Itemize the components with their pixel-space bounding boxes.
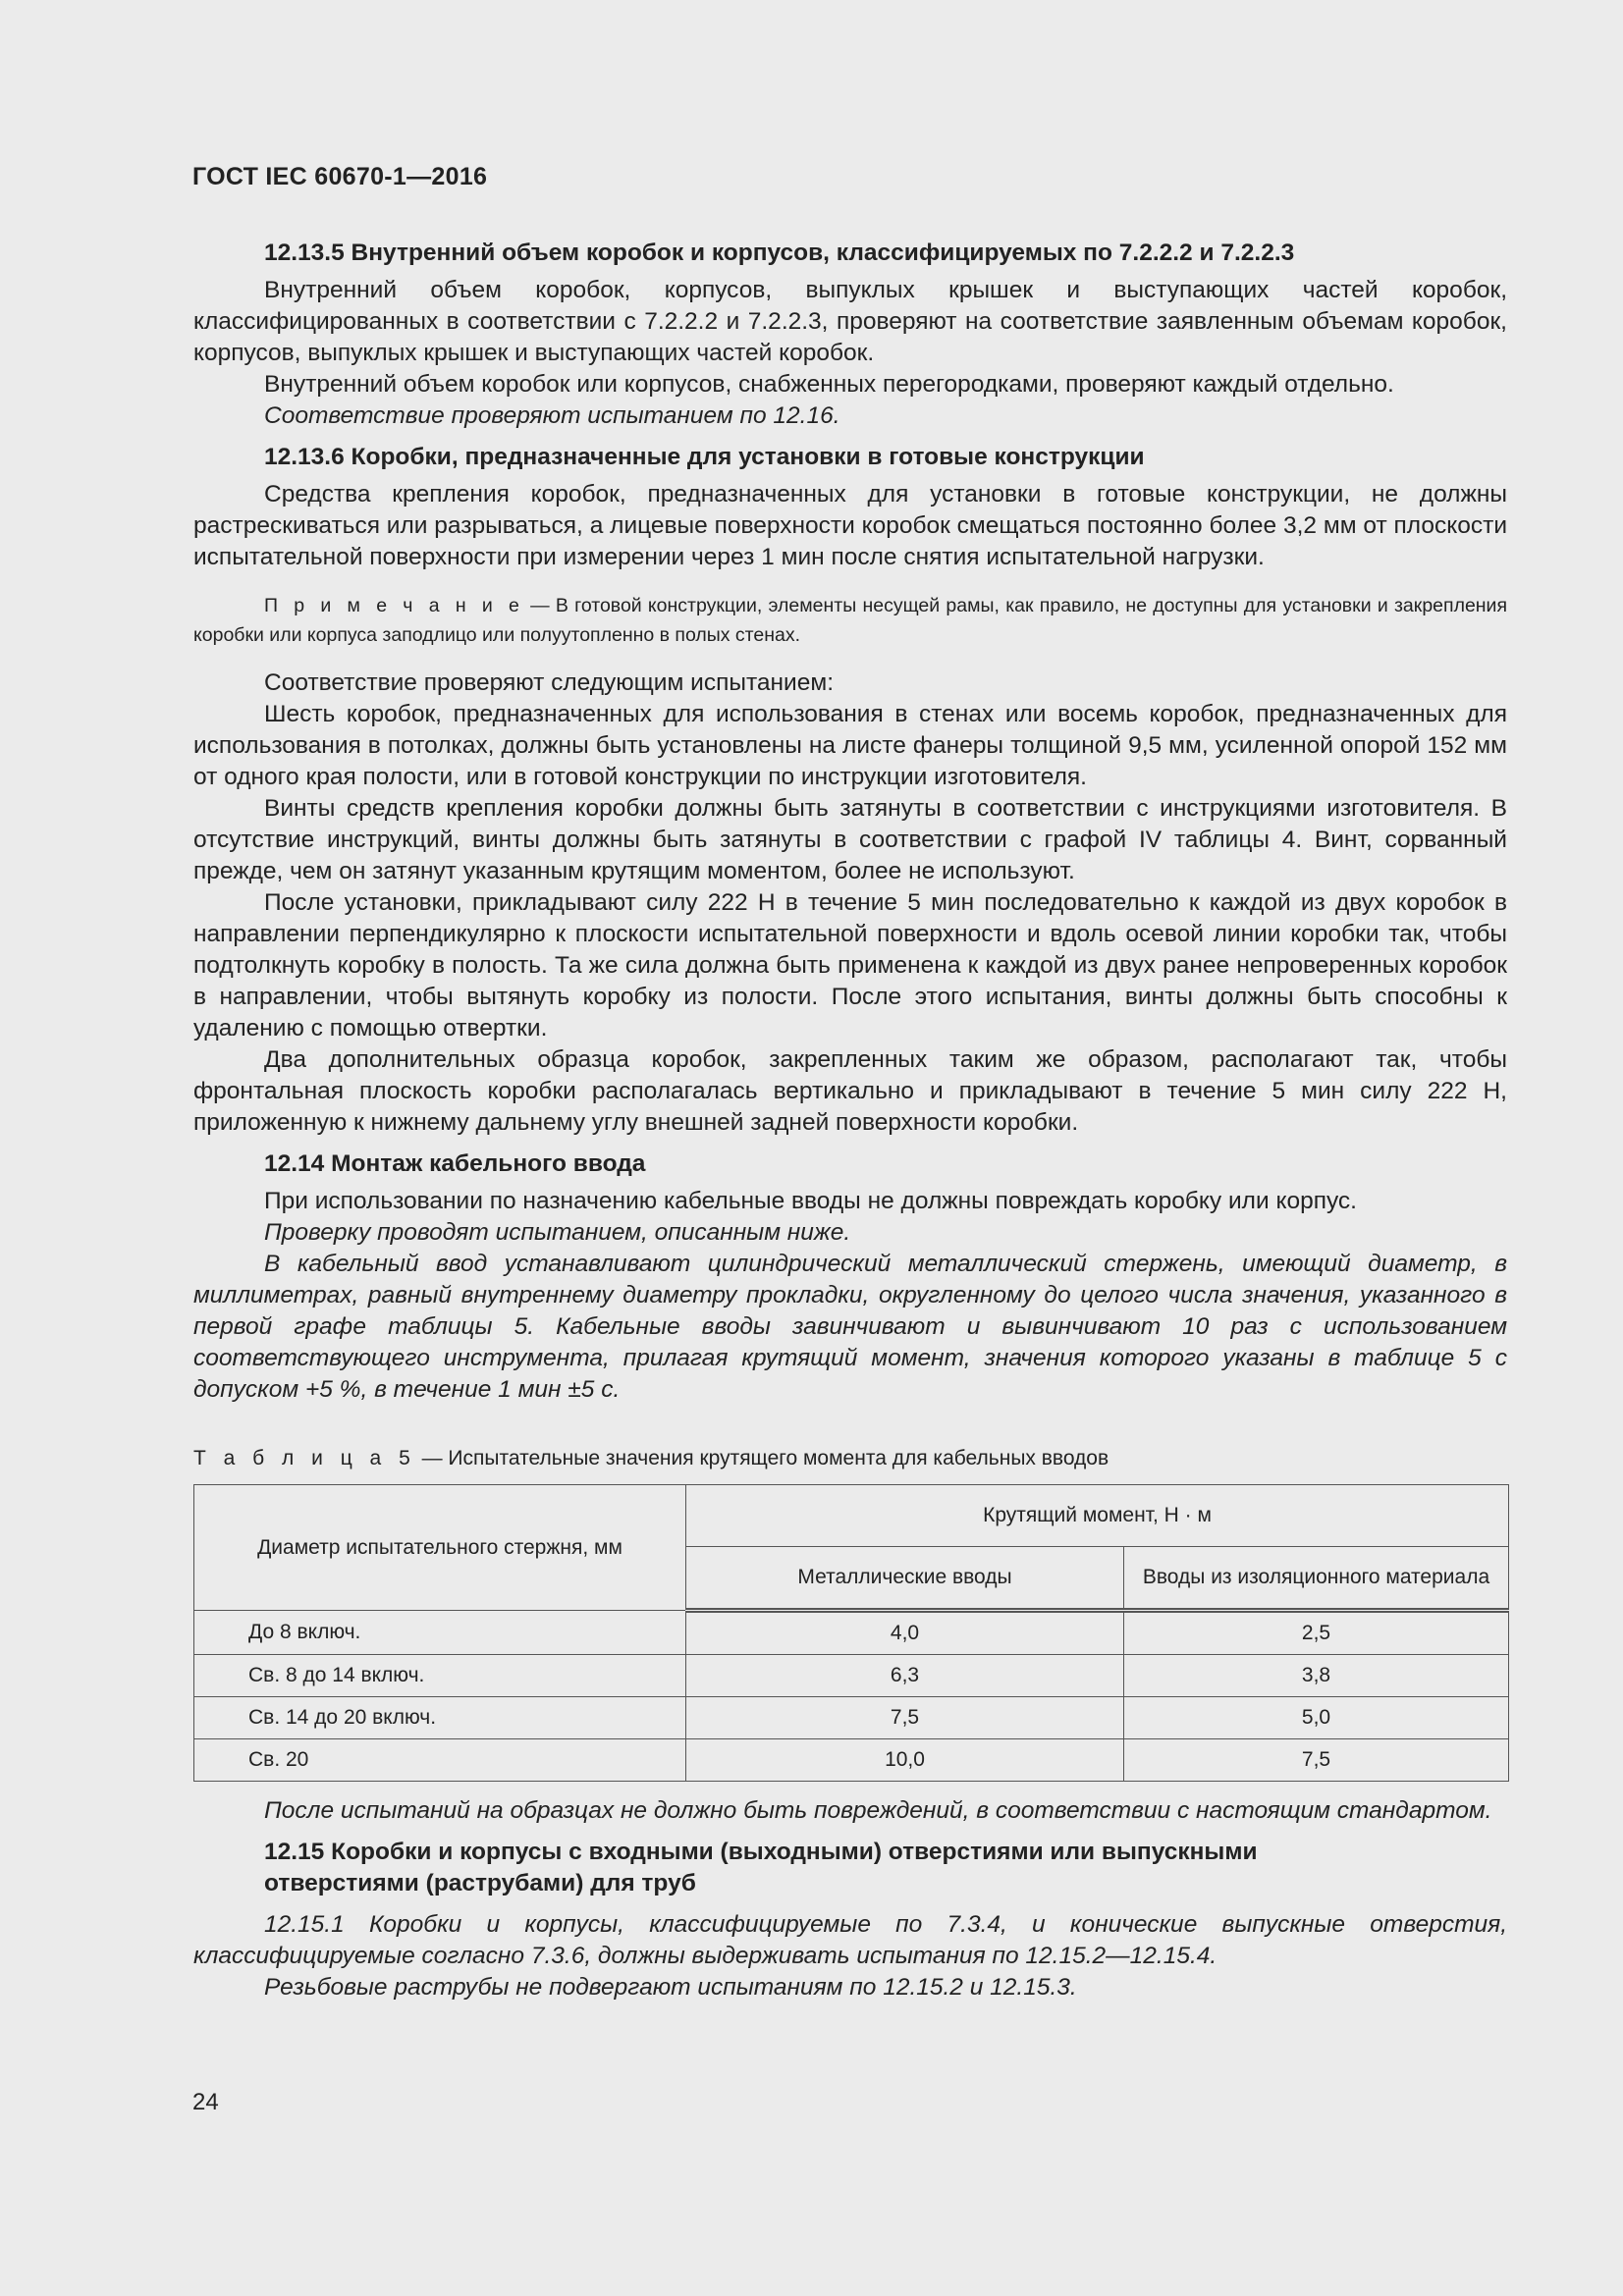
paragraph-italic: Соответствие проверяют испытанием по 12.16. [264, 402, 840, 429]
page-content [193, 228, 1507, 2003]
heading-line: 12.15 Коробки и корпусы с входными (выходными) отверстиями или выпускными [264, 1839, 1258, 1865]
cell-metal: 6,3 [686, 1655, 1124, 1697]
section-heading-12-13-5: 12.13.5 Внутренний объем коробок и корпусов, классифицируемых по 7.2.2.2 и 7.2.2.3 [264, 240, 1295, 266]
page-number: 24 [192, 2089, 219, 2115]
paragraph: После установки, прикладывают силу 222 Н в течение 5 мин последовательно к каждой из двух коробок в направлении перпендикулярно к плоскости испытательной поверхности и вдоль осевой линии коробки так, чтобы подтолкнуть коробку в полость. Та же сила должна быть применена к каждой из двух ранее непроверенных коробок в направлении, чтобы вытянуть коробку из полости. После этого испытания, винты должны быть способны к удалению с помощью отвертки. [193, 889, 1507, 1041]
paragraph: Два дополнительных образца коробок, закрепленных таким же образом, располагают так, чтобы фронтальная плоскость коробки располагалась вертикально и прикладывают в течение 5 мин силу 222 Н, приложенную к нижнему дальнему углу внешней задней поверхности коробки. [193, 1046, 1507, 1136]
table-row [194, 1697, 1509, 1739]
header-torque: Крутящий момент, Н · м [686, 1485, 1509, 1547]
section-heading-12-15 [193, 1837, 1507, 1899]
table-row [194, 1611, 1509, 1655]
paragraph-italic: 12.15.1 Коробки и корпусы, классифицируемые по 7.3.4, и конические выпускные отверстия, классифицируемые согласно 7.3.6, должны выдерживать испытания по 12.15.2—12.15.4. [193, 1911, 1507, 1969]
table-title [193, 1445, 1507, 1472]
paragraph-italic: После испытаний на образцах не должно быть повреждений, в соответствии с настоящим стандартом. [264, 1797, 1492, 1824]
standard-header: ГОСТ IEC 60670-1—2016 [192, 163, 488, 190]
section-heading-12-13-6: 12.13.6 Коробки, предназначенные для установки в готовые конструкции [264, 444, 1145, 470]
header-metal: Металлические вводы [686, 1547, 1124, 1611]
cell-diameter: Св. 8 до 14 включ. [194, 1655, 686, 1697]
cell-metal: 4,0 [686, 1611, 1124, 1655]
note-text: — В готовой конструкции, элементы несущей рамы, как правило, не доступны для установки и закрепления коробки или корпуса заподлицо или полуутопленно в полых стенах. [193, 595, 1508, 646]
heading-line: отверстиями (раструбами) для труб [264, 1870, 696, 1896]
paragraph: Соответствие проверяют следующим испытанием: [264, 669, 835, 696]
cell-metal: 7,5 [686, 1697, 1124, 1739]
paragraph-italic: В кабельный ввод устанавливают цилиндрический металлический стержень, имеющий диаметр, в миллиметрах, равный внутреннему диаметру прокладки, округленному до целого числа значения, указанного в первой графе таблицы 5. Кабельные вводы завинчивают и вывинчивают 10 раз с использованием соответствующего инструмента, прилагая крутящий момент, значения которого указаны в таблице 5 с допуском +5 %, в течение 1 мин ±5 с. [193, 1251, 1507, 1403]
table-caption: — Испытательные значения крутящего момента для кабельных вводов [415, 1447, 1109, 1469]
paragraph: Средства крепления коробок, предназначенных для установки в готовые конструкции, не должны растрескиваться или разрываться, а лицевые поверхности коробок смещаться постоянно более 3,2 мм от плоскости испытательной поверхности при измерении через 1 мин после снятия испытательной нагрузки. [193, 481, 1507, 570]
cell-diameter: Св. 20 [194, 1739, 686, 1782]
paragraph-italic: Резьбовые раструбы не подвергают испытаниям по 12.15.2 и 12.15.3. [264, 1974, 1077, 2001]
paragraph: Винты средств крепления коробки должны быть затянуты в соответствии с инструкциями изготовителя. В отсутствие инструкций, винты должны быть затянуты в соответствии с графой IV таблицы 4. Винт, сорванный прежде, чем он затянут указанным крутящим моментом, более не используют. [193, 795, 1507, 884]
torque-table [193, 1484, 1509, 1782]
header-insulation: Вводы из изоляционного материала [1124, 1547, 1509, 1611]
paragraph: При использовании по назначению кабельные вводы не должны повреждать коробку или корпус. [264, 1188, 1357, 1214]
cell-insulation: 3,8 [1124, 1655, 1509, 1697]
paragraph: Внутренний объем коробок или корпусов, снабженных перегородками, проверяют каждый отдельно. [264, 371, 1394, 398]
table-row [194, 1739, 1509, 1782]
cell-insulation: 5,0 [1124, 1697, 1509, 1739]
note [193, 591, 1507, 650]
cell-insulation: 2,5 [1124, 1611, 1509, 1655]
paragraph-italic: Проверку проводят испытанием, описанным ниже. [264, 1219, 851, 1246]
cell-metal: 10,0 [686, 1739, 1124, 1782]
paragraph: Шесть коробок, предназначенных для использования в стенах или восемь коробок, предназначенных для использования в потолках, должны быть установлены на листе фанеры толщиной 9,5 мм, усиленной опорой 152 мм от одного края полости, или в готовой конструкции по инструкции изготовителя. [193, 701, 1507, 790]
cell-diameter: До 8 включ. [194, 1611, 686, 1655]
header-diameter: Диаметр испытательного стержня, мм [194, 1485, 686, 1611]
table-label: Т а б л и ц а 5 [193, 1447, 416, 1469]
note-label: П р и м е ч а н и е [264, 595, 524, 616]
paragraph: Внутренний объем коробок, корпусов, выпуклых крышек и выступающих частей коробок, классифицированных в соответствии с 7.2.2.2 и 7.2.2.3, проверяют на соответствие заявленным объемам коробок, корпусов, выпуклых крышек и выступающих частей коробок. [193, 277, 1507, 366]
cell-diameter: Св. 14 до 20 включ. [194, 1697, 686, 1739]
section-heading-12-14: 12.14 Монтаж кабельного ввода [264, 1150, 646, 1177]
cell-insulation: 7,5 [1124, 1739, 1509, 1782]
table-row [194, 1655, 1509, 1697]
